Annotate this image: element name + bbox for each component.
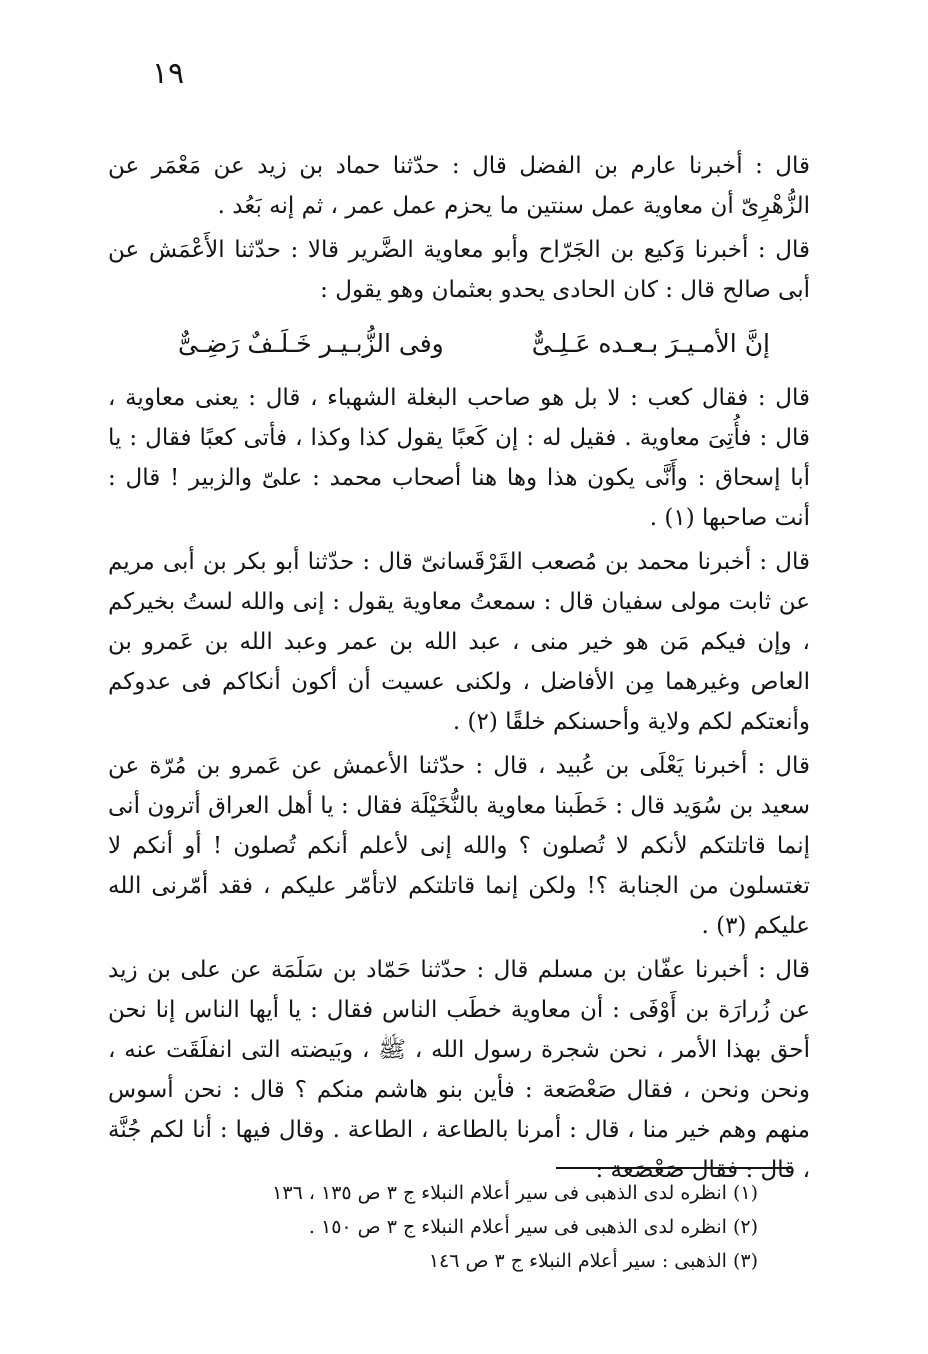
- footnote-number: (١): [732, 1182, 758, 1204]
- footnote-text: الذهبى : سير أعلام النبلاء ج ٣ ص ١٤٦: [428, 1250, 727, 1272]
- verse-first-hemistich: إنَّ الأمـيـرَ بـعـده عَـلِـىٌّ: [531, 329, 770, 358]
- footnote-number: (٢): [732, 1216, 758, 1238]
- paragraph-4: قال : أخبرنا محمد بن مُصعب القَرْقَسانىّ قال : حدّثنا أبو بكر بن أبى مريم عن ثابت مولى سفيان قال : سمعتُ معاوية يقول : إنى والله لستُ بخيركم ، وإن فيكم مَن هو خير منى ، عبد الله بن عمر وعبد الله بن عَمرو بن العاص وغيرهما مِن الأفاضل ، ولكنى عسيت أن أكون أنكاكم فى عدوكم وأنعتكم لكم ولاية وأحسنكم خلقًا (٢) .: [108, 549, 810, 735]
- footnote-2: [198, 1210, 758, 1244]
- footnotes: [198, 1176, 758, 1278]
- paragraph-5: قال : أخبرنا يَعْلَى بن عُبيد ، قال : حدّثنا الأعمش عن عَمرو بن مُرّة عن سعيد بن سُوَيد قال : خَطَبنا معاوية بالنُّخَيْلَة فقال : يا أهل العراق أترون أنى إنما قاتلتكم لأنكم لا تُصلون ؟ والله إنى لأعلم أنكم تُصلون ! أو أنكم لا تغتسلون من الجنابة ؟! ولكن إنما قاتلتكم لاتأمّر عليكم ، فقد أمّرنى الله عليكم (٣) .: [108, 753, 810, 939]
- verse-second-hemistich: وفى الزُّبـيـر خَـلَـفٌ رَضِـىٌّ: [178, 329, 444, 358]
- paragraph-3: قال : فقال كعب : لا بل هو صاحب البغلة الشهباء ، قال : يعنى معاوية ، قال : فأُتِىَ معاوية . فقيل له : إن كَعبًا يقول كذا وكذا ، فأتى كعبًا فقال : يا أبا إسحاق : وأَنَّى يكون هذا وها هنا أصحاب محمد : علىّ والزبير ! قال : أنت صاحبها (١) .: [108, 385, 810, 531]
- paragraph-1: قال : أخبرنا عارم بن الفضل قال : حدّثنا حماد بن زيد عن مَعْمَر عن الزُّهْرِىّ أن معاوية عمل سنتين ما يحزم عمل عمر ، ثم إنه بَعُد .: [108, 153, 810, 219]
- paragraph-2: قال : أخبرنا وَكيع بن الجَرّاح وأبو معاوية الضَّرير قالا : حدّثنا الأَعْمَش عن أبى صالح قال : كان الحادى يحدو بعثمان وهو يقول :: [108, 237, 810, 303]
- footnote-text: انظره لدى الذهبى فى سير أعلام النبلاء ج ٣ ص ١٥٠ .: [308, 1216, 727, 1238]
- paragraph-6: قال : أخبرنا عفّان بن مسلم قال : حدّثنا حَمّاد بن سَلَمَة عن على بن زيد عن زُرارَة بن أَوْفَى : أن معاوية خطَب الناس فقال : يا أيها الناس إنا نحن أحق بهذا الأمر ، نحن شجرة رسول الله ، ﷺ ، وبَيضته التى انفلَقَت عنه ، ونحن ونحن ، فقال صَعْصَعة : فأين بنو هاشم منكم ؟ قال : نحن أسوس منهم وهم خير منا ، قال : أمرنا بالطاعة ، الطاعة . وقال فيها : أنا لكم جُنَّة ، قال : فقال صَعْصَعة :: [108, 957, 810, 1183]
- page-number: ١٩: [151, 56, 185, 91]
- footnote-text: انظره لدى الذهبى فى سير أعلام النبلاء ج ٣ ص ١٣٥ ، ١٣٦: [272, 1182, 727, 1204]
- footnote-3: [198, 1244, 758, 1278]
- footnote-1: [198, 1176, 758, 1210]
- poetry-verse: [178, 320, 770, 368]
- footnote-number: (٣): [732, 1250, 758, 1272]
- footnote-divider: [556, 1167, 792, 1169]
- body-text: [108, 146, 810, 1194]
